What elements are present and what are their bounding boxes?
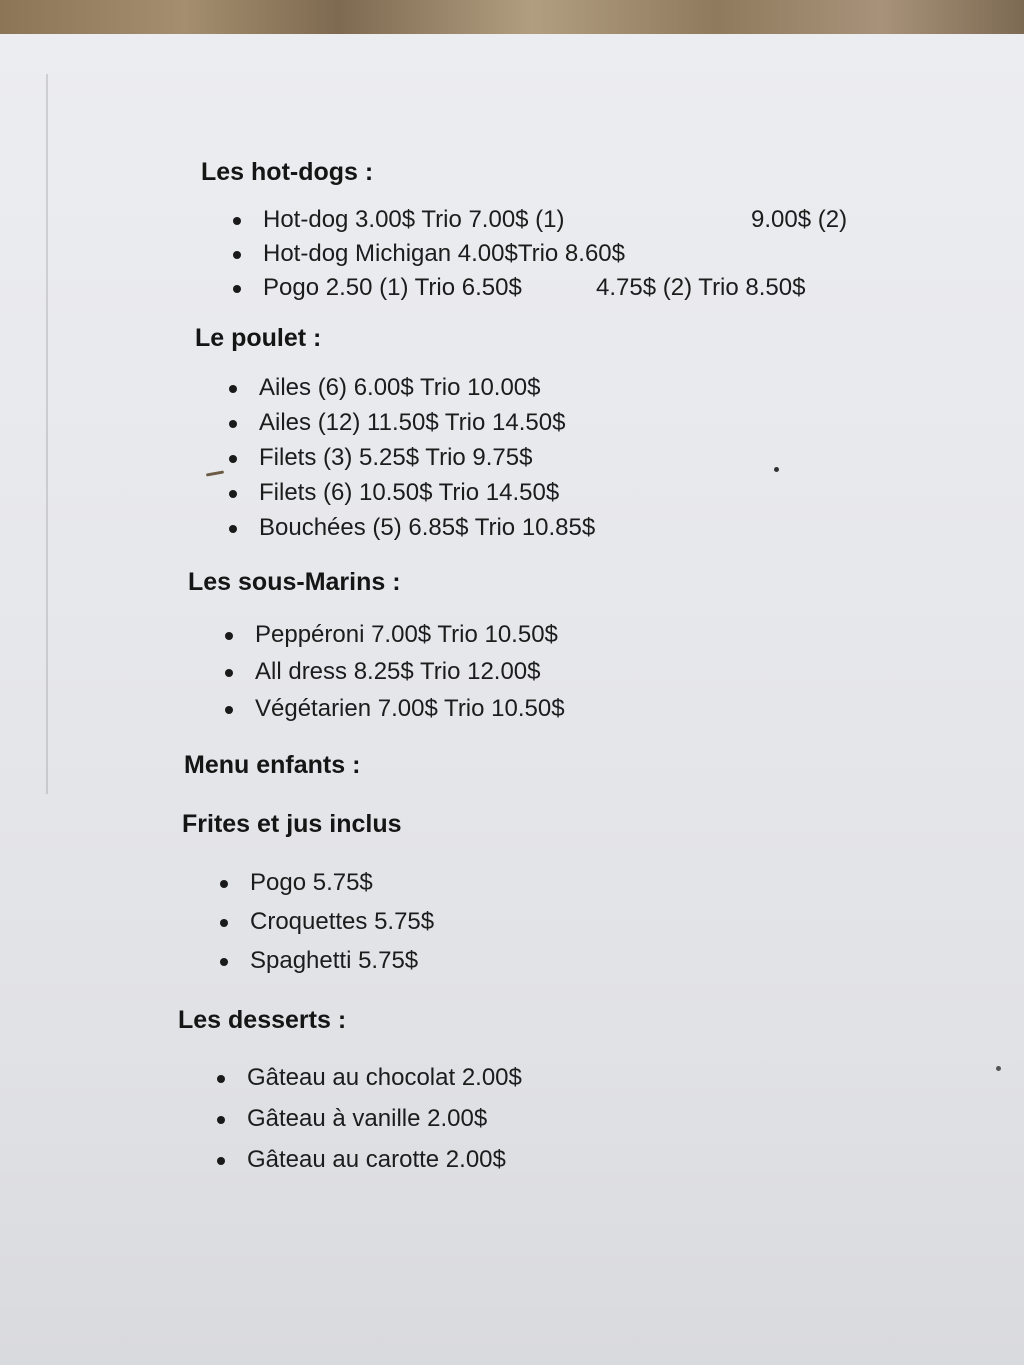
section-title-menu-enfants: Menu enfants : — [184, 751, 361, 779]
menu-item-gateau-carotte — [247, 1148, 522, 1189]
menu-item-hotdog-michigan — [263, 242, 625, 276]
bullet-icon — [217, 1116, 225, 1124]
menu-item-filets-6 — [259, 481, 595, 516]
menu-item-ailes-12 — [259, 411, 595, 446]
menu-item-ailes-6 — [259, 376, 595, 411]
bullet-icon — [233, 285, 241, 293]
section-title-sous-marins: Les sous-Marins : — [188, 568, 401, 596]
menu-item-filets-3 — [259, 446, 595, 481]
menu-item-text: Végétarien 7.00$ Trio 10.50$ — [255, 695, 565, 722]
menu-item-text: Peppéroni 7.00$ Trio 10.50$ — [255, 621, 558, 648]
menu-item-gateau-chocolat — [247, 1066, 522, 1107]
paper-fold-edge — [46, 74, 48, 794]
menu-item-text: Croquettes 5.75$ — [250, 908, 435, 935]
menu-item-pogo-enfant — [250, 871, 434, 910]
menu-item-text: Ailes (6) 6.00$ Trio 10.00$ — [259, 374, 541, 401]
poulet-list — [259, 376, 595, 551]
bullet-icon — [217, 1075, 225, 1083]
bullet-icon — [233, 251, 241, 259]
menu-item-text: Bouchées (5) 6.85$ Trio 10.85$ — [259, 514, 596, 541]
menu-item-gateau-vanille — [247, 1107, 522, 1148]
menu-item-extra-price: 4.75$ (2) Trio 8.50$ — [596, 274, 806, 301]
hotdogs-list — [263, 206, 848, 310]
menu-item-vegetarien — [255, 697, 565, 734]
bullet-icon — [229, 455, 237, 463]
desserts-list — [247, 1066, 522, 1189]
enfants-list — [250, 871, 434, 988]
bullet-icon — [233, 217, 241, 225]
menu-item-text: Gâteau au chocolat 2.00$ — [247, 1064, 522, 1091]
menu-item-text: Filets (6) 10.50$ Trio 14.50$ — [259, 479, 560, 506]
bullet-icon — [229, 385, 237, 393]
menu-item-spaghetti — [250, 949, 434, 988]
section-title-poulet: Le poulet : — [195, 324, 322, 352]
menu-item-text: All dress 8.25$ Trio 12.00$ — [255, 658, 541, 685]
section-subtitle-frites-jus: Frites et jus inclus — [182, 810, 402, 838]
menu-item-text: Spaghetti 5.75$ — [250, 947, 419, 974]
menu-item-text: Ailes (12) 11.50$ Trio 14.50$ — [259, 409, 566, 436]
bullet-icon — [220, 919, 228, 927]
bullet-icon — [225, 706, 233, 714]
paper-speck — [996, 1066, 1001, 1071]
menu-item-pogo — [263, 274, 806, 310]
menu-item-bouchees — [259, 516, 595, 551]
bullet-icon — [220, 958, 228, 966]
section-title-hotdogs: Les hot-dogs : — [201, 158, 374, 186]
menu-item-text: Filets (3) 5.25$ Trio 9.75$ — [259, 444, 533, 471]
menu-item-extra-price: 9.00$ (2) — [751, 206, 848, 233]
bullet-icon — [225, 669, 233, 677]
sous-marins-list — [255, 623, 565, 734]
menu-item-croquettes — [250, 910, 434, 949]
menu-item-text: Hot-dog Michigan 4.00$Trio 8.60$ — [263, 240, 625, 267]
menu-item-pepperoni — [255, 623, 565, 660]
menu-item-text: Gâteau au carotte 2.00$ — [247, 1146, 506, 1173]
bullet-icon — [229, 525, 237, 533]
paper-speck — [774, 467, 779, 472]
menu-item-all-dress — [255, 660, 565, 697]
menu-item-text: Pogo 5.75$ — [250, 869, 373, 896]
bullet-icon — [220, 880, 228, 888]
menu-item-text: Hot-dog 3.00$ Trio 7.00$ (1) — [263, 206, 565, 233]
menu-item-hotdog — [263, 206, 848, 242]
section-title-desserts: Les desserts : — [178, 1006, 347, 1034]
bullet-icon — [229, 490, 237, 498]
bullet-icon — [217, 1157, 225, 1165]
bullet-icon — [229, 420, 237, 428]
menu-item-text: Gâteau à vanille 2.00$ — [247, 1105, 488, 1132]
menu-item-text: Pogo 2.50 (1) Trio 6.50$ — [263, 274, 522, 301]
bullet-icon — [225, 632, 233, 640]
